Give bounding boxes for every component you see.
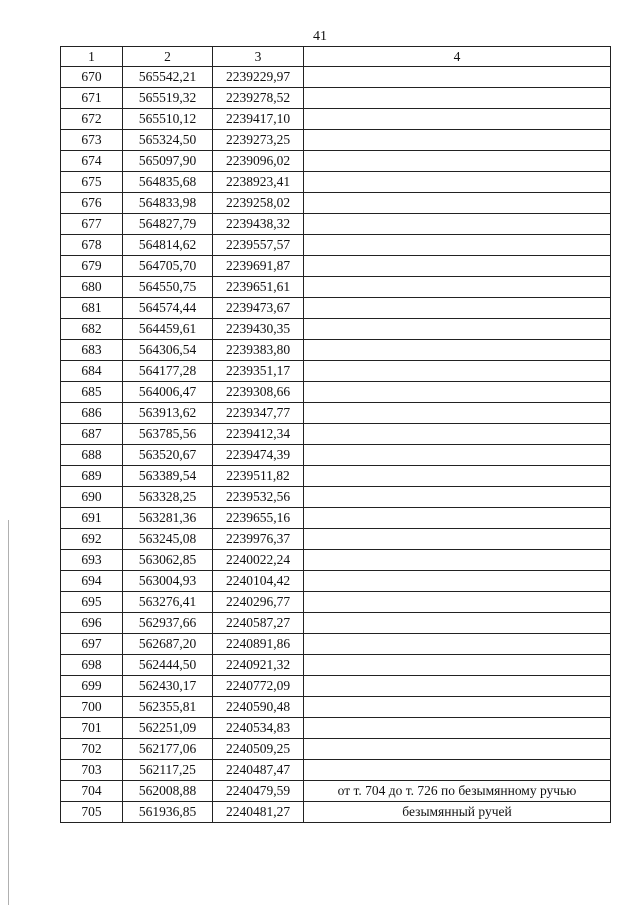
table-row [61,781,611,802]
point-number-cell: 670 [61,67,123,88]
margin-line [8,520,9,905]
table-row [61,634,611,655]
x-coordinate-cell: 564814,62 [123,235,213,256]
y-coordinate-cell: 2239347,77 [213,403,304,424]
x-coordinate-cell: 563913,62 [123,403,213,424]
table-row [61,277,611,298]
x-coordinate-cell: 564827,79 [123,214,213,235]
point-number-cell: 684 [61,361,123,382]
table-body [61,67,611,823]
x-coordinate-cell: 561936,85 [123,802,213,823]
y-coordinate-cell: 2240481,27 [213,802,304,823]
y-coordinate-cell: 2240891,86 [213,634,304,655]
description-cell [304,151,611,172]
table-row [61,403,611,424]
table-row [61,445,611,466]
point-number-cell: 680 [61,277,123,298]
point-number-cell: 699 [61,676,123,697]
description-cell: безымянный ручей [304,802,611,823]
description-cell [304,445,611,466]
point-number-cell: 705 [61,802,123,823]
description-cell [304,88,611,109]
table-row [61,613,611,634]
point-number-cell: 697 [61,634,123,655]
table-row [61,529,611,550]
x-coordinate-cell: 563245,08 [123,529,213,550]
description-cell [304,487,611,508]
y-coordinate-cell: 2239308,66 [213,382,304,403]
y-coordinate-cell: 2240104,42 [213,571,304,592]
table-row [61,214,611,235]
x-coordinate-cell: 565097,90 [123,151,213,172]
point-number-cell: 677 [61,214,123,235]
point-number-cell: 693 [61,550,123,571]
x-coordinate-cell: 564177,28 [123,361,213,382]
point-number-cell: 676 [61,193,123,214]
table-row [61,424,611,445]
x-coordinate-cell: 563281,36 [123,508,213,529]
y-coordinate-cell: 2240921,32 [213,655,304,676]
description-cell [304,760,611,781]
x-coordinate-cell: 562008,88 [123,781,213,802]
description-cell [304,529,611,550]
point-number-cell: 678 [61,235,123,256]
x-coordinate-cell: 562937,66 [123,613,213,634]
table-row [61,382,611,403]
point-number-cell: 703 [61,760,123,781]
x-coordinate-cell: 562687,20 [123,634,213,655]
column-header: 4 [304,47,611,67]
y-coordinate-cell: 2239096,02 [213,151,304,172]
description-cell [304,613,611,634]
y-coordinate-cell: 2239383,80 [213,340,304,361]
description-cell [304,592,611,613]
table-row [61,655,611,676]
point-number-cell: 702 [61,739,123,760]
x-coordinate-cell: 562444,50 [123,655,213,676]
x-coordinate-cell: 564705,70 [123,256,213,277]
table-row [61,298,611,319]
table-row [61,151,611,172]
point-number-cell: 685 [61,382,123,403]
table-row [61,739,611,760]
description-cell [304,655,611,676]
point-number-cell: 696 [61,613,123,634]
y-coordinate-cell: 2240590,48 [213,697,304,718]
y-coordinate-cell: 2239438,32 [213,214,304,235]
table-row [61,487,611,508]
x-coordinate-cell: 563520,67 [123,445,213,466]
description-cell [304,634,611,655]
x-coordinate-cell: 562117,25 [123,760,213,781]
table-row [61,172,611,193]
point-number-cell: 683 [61,340,123,361]
x-coordinate-cell: 562251,09 [123,718,213,739]
description-cell [304,403,611,424]
x-coordinate-cell: 564550,75 [123,277,213,298]
table-row [61,193,611,214]
y-coordinate-cell: 2239258,02 [213,193,304,214]
y-coordinate-cell: 2239976,37 [213,529,304,550]
point-number-cell: 686 [61,403,123,424]
point-number-cell: 695 [61,592,123,613]
x-coordinate-cell: 565510,12 [123,109,213,130]
y-coordinate-cell: 2239511,82 [213,466,304,487]
table-row [61,109,611,130]
x-coordinate-cell: 565519,32 [123,88,213,109]
y-coordinate-cell: 2239691,87 [213,256,304,277]
y-coordinate-cell: 2239412,34 [213,424,304,445]
x-coordinate-cell: 563785,56 [123,424,213,445]
point-number-cell: 687 [61,424,123,445]
x-coordinate-cell: 564459,61 [123,319,213,340]
x-coordinate-cell: 563276,41 [123,592,213,613]
table-row [61,88,611,109]
description-cell [304,277,611,298]
y-coordinate-cell: 2239430,35 [213,319,304,340]
description-cell [304,130,611,151]
x-coordinate-cell: 565324,50 [123,130,213,151]
point-number-cell: 691 [61,508,123,529]
description-cell: от т. 704 до т. 726 по безымянному ручью [304,781,611,802]
description-cell [304,298,611,319]
x-coordinate-cell: 562177,06 [123,739,213,760]
table-header-row [61,47,611,67]
description-cell [304,508,611,529]
x-coordinate-cell: 563062,85 [123,550,213,571]
x-coordinate-cell: 564835,68 [123,172,213,193]
x-coordinate-cell: 564306,54 [123,340,213,361]
x-coordinate-cell: 563004,93 [123,571,213,592]
table-row [61,697,611,718]
column-header: 2 [123,47,213,67]
point-number-cell: 690 [61,487,123,508]
point-number-cell: 692 [61,529,123,550]
y-coordinate-cell: 2239229,97 [213,67,304,88]
x-coordinate-cell: 562430,17 [123,676,213,697]
point-number-cell: 673 [61,130,123,151]
table-row [61,802,611,823]
x-coordinate-cell: 563389,54 [123,466,213,487]
table-row [61,466,611,487]
description-cell [304,67,611,88]
point-number-cell: 675 [61,172,123,193]
table-row [61,340,611,361]
description-cell [304,571,611,592]
description-cell [304,193,611,214]
point-number-cell: 701 [61,718,123,739]
description-cell [304,676,611,697]
y-coordinate-cell: 2239474,39 [213,445,304,466]
y-coordinate-cell: 2240772,09 [213,676,304,697]
point-number-cell: 672 [61,109,123,130]
column-header: 1 [61,47,123,67]
table-row [61,718,611,739]
y-coordinate-cell: 2239417,10 [213,109,304,130]
description-cell [304,739,611,760]
point-number-cell: 689 [61,466,123,487]
y-coordinate-cell: 2239273,25 [213,130,304,151]
x-coordinate-cell: 565542,21 [123,67,213,88]
point-number-cell: 671 [61,88,123,109]
y-coordinate-cell: 2240509,25 [213,739,304,760]
description-cell [304,361,611,382]
y-coordinate-cell: 2239532,56 [213,487,304,508]
y-coordinate-cell: 2240022,24 [213,550,304,571]
x-coordinate-cell: 564574,44 [123,298,213,319]
table-row [61,361,611,382]
point-number-cell: 688 [61,445,123,466]
table-row [61,235,611,256]
page-number: 41 [313,29,327,44]
table-row [61,550,611,571]
table-row [61,571,611,592]
description-cell [304,109,611,130]
y-coordinate-cell: 2240487,47 [213,760,304,781]
x-coordinate-cell: 564006,47 [123,382,213,403]
y-coordinate-cell: 2238923,41 [213,172,304,193]
y-coordinate-cell: 2239557,57 [213,235,304,256]
y-coordinate-cell: 2239351,17 [213,361,304,382]
y-coordinate-cell: 2239278,52 [213,88,304,109]
table-row [61,67,611,88]
point-number-cell: 682 [61,319,123,340]
description-cell [304,172,611,193]
point-number-cell: 694 [61,571,123,592]
x-coordinate-cell: 562355,81 [123,697,213,718]
description-cell [304,550,611,571]
y-coordinate-cell: 2240587,27 [213,613,304,634]
point-number-cell: 674 [61,151,123,172]
table-row [61,319,611,340]
description-cell [304,382,611,403]
description-cell [304,466,611,487]
y-coordinate-cell: 2240534,83 [213,718,304,739]
x-coordinate-cell: 563328,25 [123,487,213,508]
description-cell [304,340,611,361]
y-coordinate-cell: 2239655,16 [213,508,304,529]
point-number-cell: 704 [61,781,123,802]
table-row [61,508,611,529]
y-coordinate-cell: 2239473,67 [213,298,304,319]
point-number-cell: 681 [61,298,123,319]
coordinates-table [60,46,611,823]
y-coordinate-cell: 2240479,59 [213,781,304,802]
description-cell [304,214,611,235]
y-coordinate-cell: 2240296,77 [213,592,304,613]
point-number-cell: 700 [61,697,123,718]
description-cell [304,319,611,340]
point-number-cell: 679 [61,256,123,277]
y-coordinate-cell: 2239651,61 [213,277,304,298]
table-row [61,256,611,277]
description-cell [304,718,611,739]
column-header: 3 [213,47,304,67]
point-number-cell: 698 [61,655,123,676]
description-cell [304,256,611,277]
description-cell [304,424,611,445]
table-row [61,676,611,697]
table-row [61,760,611,781]
description-cell [304,697,611,718]
description-cell [304,235,611,256]
table-row [61,130,611,151]
table-row [61,592,611,613]
x-coordinate-cell: 564833,98 [123,193,213,214]
